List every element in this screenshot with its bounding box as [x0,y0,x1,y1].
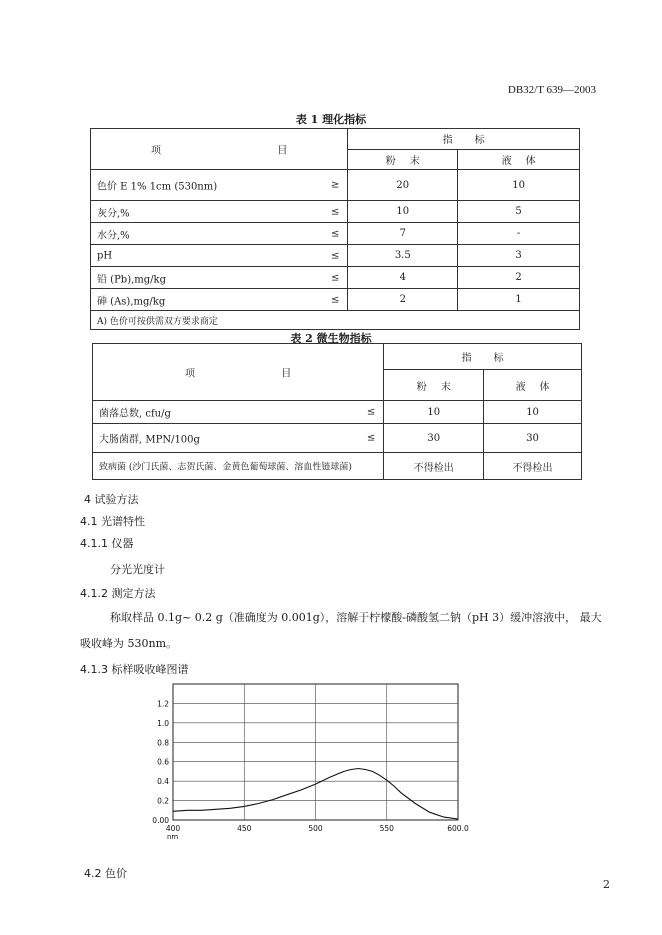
table1-liquid-value: 5 [458,201,580,223]
table-row [91,201,580,223]
table2-header-powder: 粉末 [384,370,484,401]
chart-x-tick-labels [166,824,469,833]
table1-powder-value: 2 [348,289,458,311]
chart-y-tick-label: 1.2 [157,699,169,709]
table1-row-operator: ≥ [330,179,340,191]
chart-y-tick-label: 0.4 [157,777,169,787]
table1-caption: 表 1 理化指标 [295,113,367,126]
section-4-1-heading: 4.1 光谱特性 [80,515,145,528]
table-row [91,245,580,267]
table2-liquid-value: 不得检出 [484,453,582,480]
table1-header-liquid: 液体 [458,149,580,170]
table-row [91,170,580,201]
chart-x-tick-label: 450 [237,824,252,833]
table1-powder-value: 3.5 [348,245,458,267]
chart-y-tick-labels [152,699,169,825]
table2-row-operator: ≤ [366,406,376,418]
table2-liquid-value: 10 [484,401,582,424]
table-row [91,289,580,311]
table1-powder-value: 10 [348,201,458,223]
table1-row-operator: ≤ [330,206,340,217]
document-code: DB32/T 639—2003 [507,84,596,96]
absorption-spectrum-chart [130,676,490,846]
table1-header-item [91,129,348,170]
section-4-1-3-heading: 4.1.3 标样吸收峰图谱 [80,663,189,676]
page-number: 2 [603,878,610,891]
section-4-1-2-body-line1: 称取样品 0.1g~ 0.2 g（准确度为 0.001g），溶解于柠檬酸-磷酸氢二钠（pH 3）缓冲溶液中， 最大 [110,611,602,624]
table1-powder-value: 7 [348,223,458,245]
table1-row-name: 水分,% [97,230,130,241]
chart-y-tick-label: 0.6 [157,757,169,767]
table2-row-name: 菌落总数, cfu/g [99,408,171,420]
table1-powder-value: 4 [348,267,458,289]
table2-header-liquid: 液体 [484,370,582,401]
chart-x-unit: nm [167,833,179,841]
table1-header-item-a: 项 [151,145,161,157]
chart-y-tick-label: 0.00 [152,816,169,825]
table1-row-operator: ≤ [330,294,340,305]
section-4-heading: 4 试验方法 [84,493,139,506]
chart-x-tick-label: 500 [308,824,323,833]
table2-powder-value: 30 [384,424,484,453]
table1-liquid-value: 3 [458,245,580,267]
chart-x-tick-label: 400 [165,824,181,833]
table1-footnote: A) 色价可按供需双方要求商定 [91,311,580,330]
chart-y-tick-label: 1.0 [157,718,169,728]
table1-powder-value: 20 [348,170,458,201]
section-4-1-2-body-line2: 吸收峰为 530nm。 [80,637,178,650]
table-row [91,223,580,245]
table1-row-operator: ≤ [330,228,340,239]
table2-powder-value: 不得检出 [384,453,484,480]
table1 [90,128,580,330]
table1-liquid-value: 1 [458,289,580,311]
chart-grid [173,684,458,820]
table2-header-item-a: 项 [185,368,195,380]
table1-header-item-b: 目 [277,145,288,157]
chart-y-tick-label: 0.2 [157,796,169,806]
table2-header-item [93,344,384,401]
table2 [92,343,582,480]
table1-liquid-value: - [458,223,580,245]
table2-powder-value: 10 [384,401,484,424]
table1-header-powder: 粉末 [348,149,458,170]
table1-row-name: 色价 E 1% 1cm (530nm) [97,181,218,193]
section-4-1-2-heading: 4.1.2 测定方法 [80,587,156,600]
table1-row-name: pH [97,250,113,261]
table1-liquid-value: 2 [458,267,580,289]
table1-row-name: 灰分,% [97,208,130,219]
table-row [93,424,582,453]
chart-y-tick-label: 0.8 [157,738,169,748]
table1-row-name: 铅 (Pb),mg/kg [97,274,167,285]
table2-row-operator: ≤ [366,432,376,444]
table-row [91,267,580,289]
table2-caption: 表 2 微生物指标 [290,332,372,345]
section-4-1-1-body: 分光光度计 [110,563,165,576]
section-4-1-1-heading: 4.1.1 仪器 [80,537,134,550]
table2-header-index: 指标 [384,344,582,370]
table1-row-name: 砷 (As),mg/kg [97,296,166,307]
table2-row-name: 致病菌 (沙门氏菌、志贺氏菌、金黄色葡萄球菌、溶血性链球菌) [99,462,352,473]
chart-x-tick-label: 550 [379,824,394,833]
table-row [93,453,582,480]
table1-row-operator: ≤ [330,250,340,261]
section-4-2-heading: 4.2 色价 [84,867,127,880]
table2-row-name: 大肠菌群, MPN/100g [99,434,200,446]
table1-row-operator: ≤ [330,272,340,283]
chart-x-tick-label: 600.0 [447,824,469,833]
table2-liquid-value: 30 [484,424,582,453]
table1-header-index: 指标 [348,129,580,150]
table1-liquid-value: 10 [458,170,580,201]
table-row [93,401,582,424]
table2-header-item-b: 目 [281,368,292,380]
